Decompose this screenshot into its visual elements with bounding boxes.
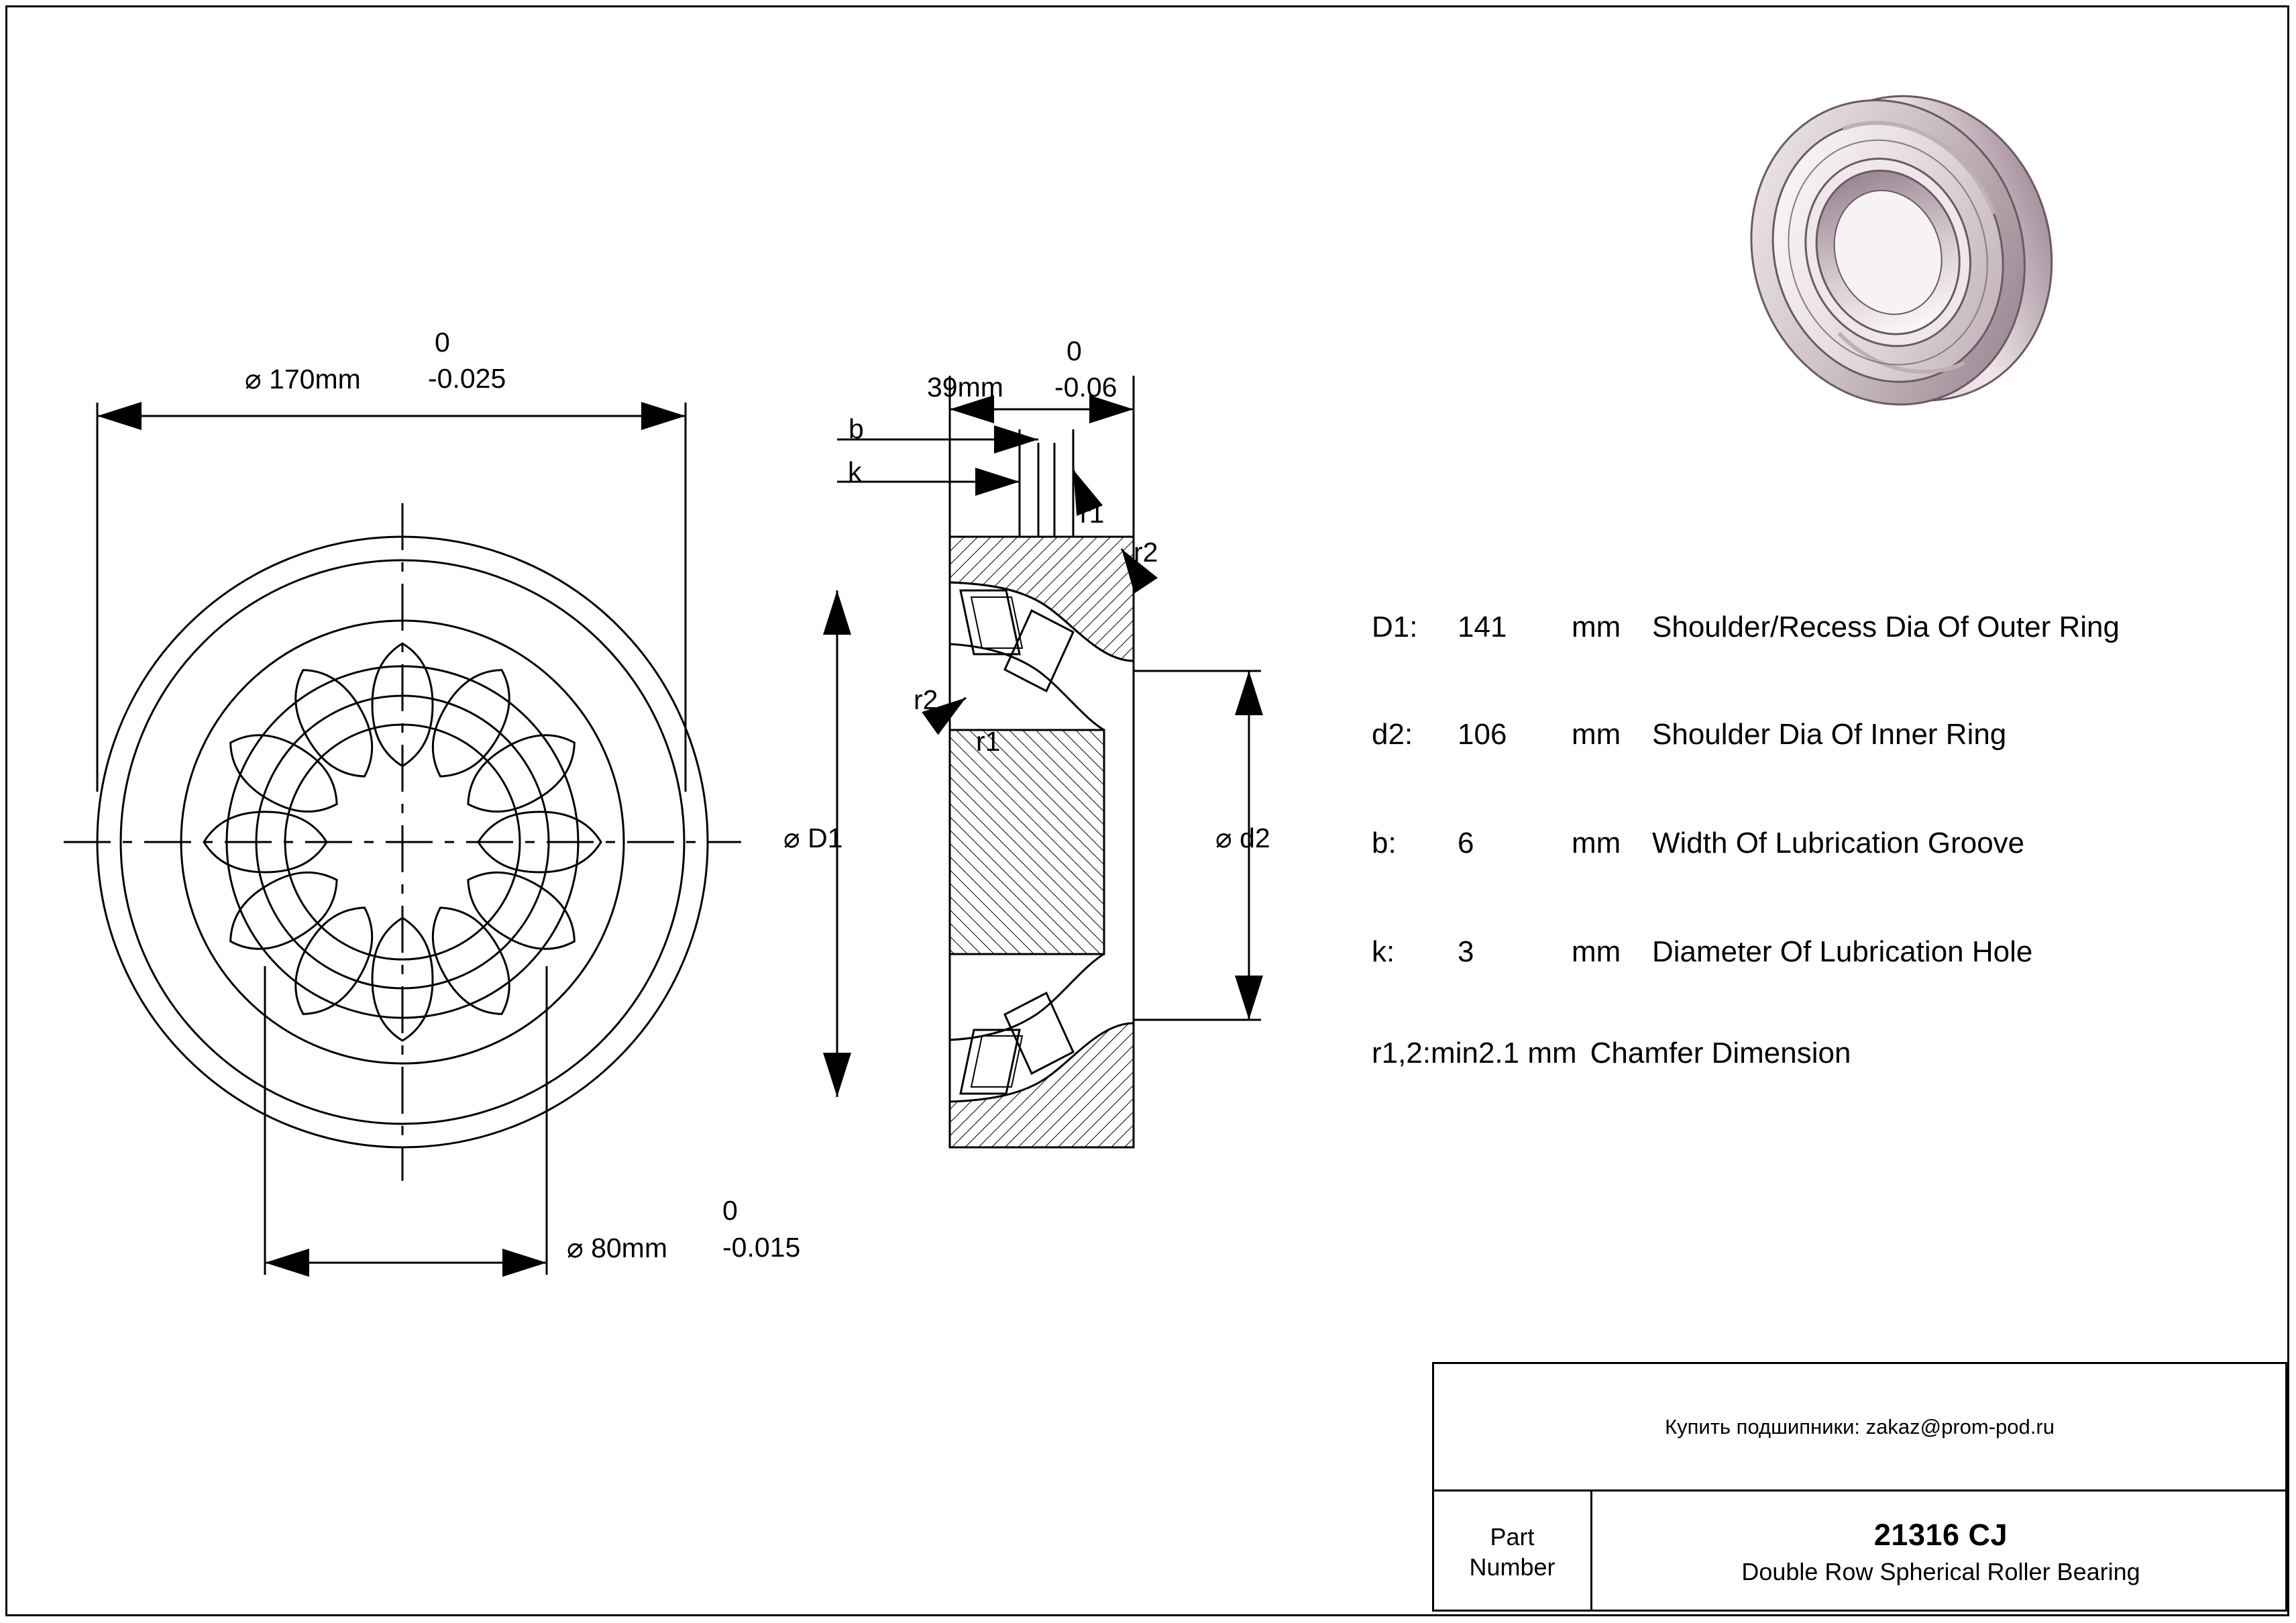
outer-dim-tolerance-top: 0	[435, 327, 450, 358]
spec-value-d2: 106	[1458, 718, 1507, 751]
bore-dim-tolerance-top: 0	[722, 1195, 738, 1226]
outer-diameter-dimension	[97, 403, 686, 792]
contact-url: Купить подшипники: zakaz@prom-pod.ru	[1665, 1414, 2055, 1438]
label-r2-left: r2	[914, 684, 938, 715]
spec-row-k	[1372, 935, 2032, 969]
part-number-value-cell	[1594, 1491, 2287, 1612]
label-b: b	[849, 413, 864, 444]
spec-unit-b: mm	[1572, 827, 1621, 859]
spec-row-b	[1372, 827, 2024, 860]
outer-dim-tolerance-bottom: -0.025	[428, 363, 506, 394]
spec-value-k: 3	[1458, 935, 1474, 968]
spec-key-k: k:	[1372, 935, 1395, 968]
label-r1-top: r1	[1080, 498, 1105, 529]
spec-desc-k: Diameter Of Lubrication Hole	[1652, 935, 2033, 968]
isometric-bearing-image	[1709, 52, 2094, 448]
width-dim-tolerance-bottom: -0.06	[1054, 372, 1117, 403]
spec-row-d1	[1372, 611, 2120, 644]
spec-key-b: b:	[1372, 827, 1397, 859]
part-label-line1: Part	[1490, 1522, 1535, 1551]
title-block-url-cell	[1434, 1364, 2285, 1491]
width-dim-tolerance-top: 0	[1067, 335, 1082, 366]
spec-row-chamfer	[1372, 1037, 1851, 1070]
spec-unit-d1: mm	[1572, 611, 1621, 643]
width-dim-value: 39mm	[927, 372, 1003, 403]
spec-row-d2	[1372, 718, 2006, 751]
bore-diameter-dimension	[265, 966, 547, 1275]
spec-desc-b: Width Of Lubrication Groove	[1652, 827, 2025, 859]
part-label-line2: Number	[1469, 1553, 1555, 1581]
part-number-label-cell	[1434, 1491, 1592, 1612]
label-d2: ⌀ d2	[1215, 823, 1270, 853]
spec-key-chamfer: r1,2:min2.1 mm	[1372, 1037, 1577, 1069]
bore-dim-tolerance-bottom: -0.015	[722, 1232, 801, 1263]
spec-desc-chamfer: Chamfer Dimension	[1590, 1037, 1851, 1069]
spec-desc-d2: Shoulder Dia Of Inner Ring	[1652, 718, 2007, 751]
label-k: k	[848, 456, 862, 487]
part-description: Double Row Spherical Roller Bearing	[1741, 1557, 2140, 1585]
spec-desc-d1: Shoulder/Recess Dia Of Outer Ring	[1652, 611, 2120, 643]
spec-key-d1: D1:	[1372, 611, 1418, 643]
label-d1: ⌀ D1	[783, 823, 843, 853]
spec-value-b: 6	[1458, 827, 1474, 859]
label-r2-right: r2	[1134, 537, 1158, 568]
spec-unit-d2: mm	[1572, 718, 1621, 751]
front-view-centerlines	[64, 503, 741, 1181]
part-number: 21316 CJ	[1873, 1517, 2008, 1552]
label-r1-left: r1	[976, 726, 1001, 757]
spec-unit-k: mm	[1572, 935, 1621, 968]
bore-dim-value: ⌀ 80mm	[567, 1233, 667, 1263]
section-view-geometry	[950, 429, 1134, 1147]
title-block	[1432, 1362, 2287, 1612]
spec-key-d2: d2:	[1372, 718, 1413, 751]
outer-dim-value: ⌀ 170mm	[245, 364, 361, 395]
spec-value-d1: 141	[1458, 611, 1507, 643]
